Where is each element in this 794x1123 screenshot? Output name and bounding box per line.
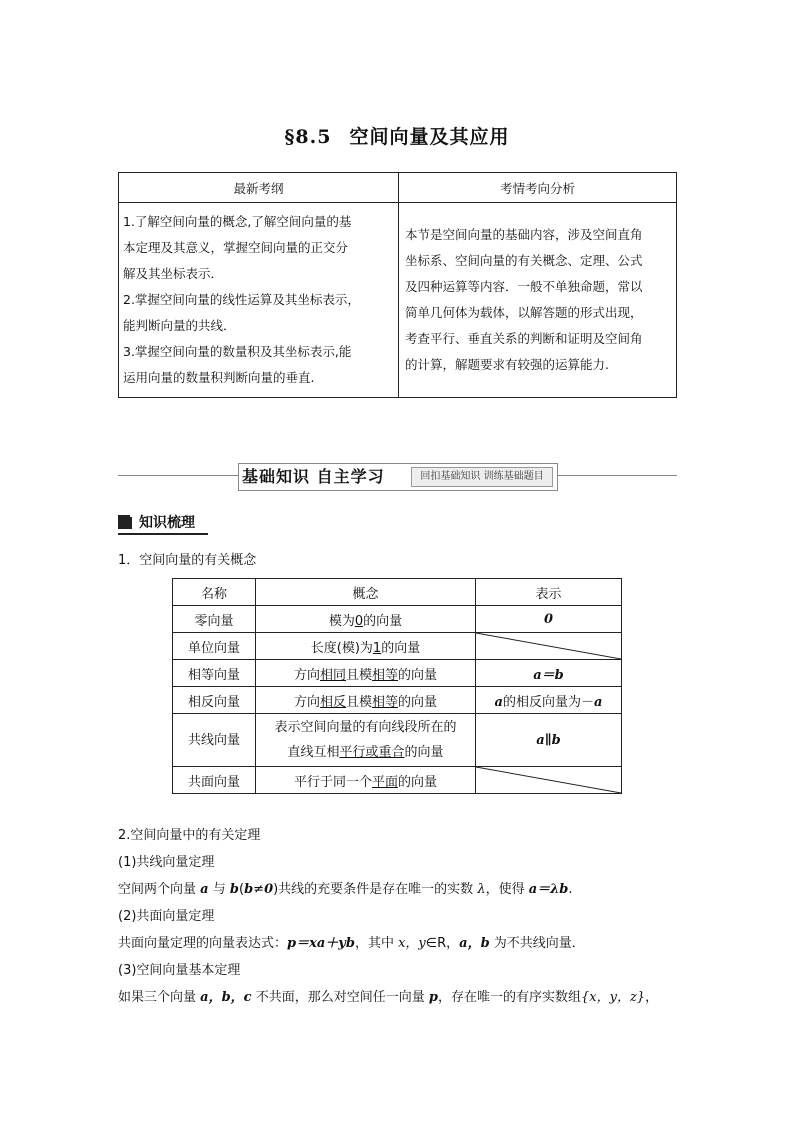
syllabus-right-line: 考查平行、垂直关系的判断和证明及空间角	[405, 331, 643, 346]
concept-header-notation: 表示	[476, 579, 622, 606]
syllabus-left-line: 2.掌握空间向量的线性运算及其坐标表示，	[123, 292, 360, 307]
row-name: 单位向量	[173, 633, 256, 660]
syllabus-header-left: 最新考纲	[119, 173, 399, 203]
theorem3-title: (3)空间向量基本定理	[118, 963, 241, 978]
syllabus-left-line: 运用向量的数量积判断向量的垂直.	[123, 370, 315, 385]
theorem2-title: (2)共面向量定理	[118, 909, 215, 924]
concept-row-opposite	[173, 687, 622, 714]
row-name: 共线向量	[173, 714, 256, 767]
concept-row-unit	[173, 633, 622, 660]
section-heading: 知识梳理	[139, 515, 195, 531]
section-underline	[118, 533, 208, 535]
syllabus-right-line: 简单几何体为载体，以解答题的形式出现，	[405, 305, 643, 320]
diagonal-slash	[476, 633, 621, 659]
row-notation: a的相反向量为－a	[476, 687, 622, 714]
section-number: §8.5	[284, 126, 332, 148]
row-notation-empty	[476, 767, 622, 794]
row-name: 共面向量	[173, 767, 256, 794]
row-concept: 长度(模)为1的向量	[256, 633, 476, 660]
concept-row-equal	[173, 660, 622, 687]
row-concept: 平行于同一个平面的向量	[256, 767, 476, 794]
row-name: 相反向量	[173, 687, 256, 714]
syllabus-right-line: 及四种运算等内容．一般不单独命题，常以	[405, 279, 643, 294]
concept-row-coplanar	[173, 767, 622, 794]
syllabus-left-line: 3.掌握空间向量的数量积及其坐标表示,能	[123, 344, 352, 359]
row-concept: 模为0的向量	[256, 606, 476, 633]
concept-table	[172, 578, 622, 794]
banner-rule-left	[118, 475, 238, 476]
page-title	[0, 122, 794, 149]
banner-rule-right	[556, 475, 677, 476]
theorem2-text: 共面向量定理的向量表达式：p＝xa＋yb，其中 x，y∈R，a，b 为不共线向量．	[118, 936, 585, 951]
concept-row-collinear	[173, 714, 622, 767]
syllabus-right-line: 本节是空间向量的基础内容，涉及空间直角	[405, 227, 643, 242]
banner-subtitle: 回扣基础知识 训练基础题目	[411, 467, 553, 487]
row-name: 零向量	[173, 606, 256, 633]
row-notation-empty	[476, 633, 622, 660]
concept-row-zero	[173, 606, 622, 633]
syllabus-left-cell	[119, 203, 399, 398]
section-square-icon	[118, 515, 132, 529]
syllabus-table	[118, 172, 677, 398]
section-title: 空间向量及其应用	[349, 126, 510, 148]
theorem1-text: 空间两个向量 a 与 b(b≠0)共线的充要条件是存在唯一的实数 λ，使得 a＝λb.	[118, 882, 573, 897]
syllabus-left-line: 能判断向量的共线．	[123, 318, 236, 333]
syllabus-right-cell	[399, 203, 677, 398]
syllabus-header-right: 考情考向分析	[399, 173, 677, 203]
syllabus-left-line: 解及其坐标表示．	[123, 266, 224, 281]
theorem1-title: (1)共线向量定理	[118, 855, 215, 870]
item2-title: 2.空间向量中的有关定理	[118, 828, 261, 843]
banner-title: 基础知识 自主学习	[242, 467, 385, 486]
concept-header-concept: 概念	[256, 579, 476, 606]
item1-title: 1．空间向量的有关概念	[118, 553, 257, 568]
concept-header-name: 名称	[173, 579, 256, 606]
row-name: 相等向量	[173, 660, 256, 687]
row-concept: 表示空间向量的有向线段所在的 直线互相平行或重合的向量	[256, 714, 476, 767]
syllabus-right-line: 的计算，解题要求有较强的运算能力.	[405, 357, 609, 372]
row-concept: 方向相反且模相等的向量	[256, 687, 476, 714]
syllabus-left-line: 1.了解空间向量的概念,了解空间向量的基	[123, 214, 352, 229]
row-notation: 0	[476, 606, 622, 633]
syllabus-left-line: 本定理及其意义，掌握空间向量的正交分	[123, 240, 349, 255]
row-concept: 方向相同且模相等的向量	[256, 660, 476, 687]
theorem3-text: 如果三个向量 a，b，c 不共面，那么对空间任一向量 p，存在唯一的有序实数组{x，y，z}，	[118, 990, 659, 1005]
row-notation: a∥b	[476, 714, 622, 767]
row-notation: a＝b	[476, 660, 622, 687]
syllabus-right-line: 坐标系、空间向量的有关概念、定理、公式	[405, 253, 643, 268]
diagonal-slash	[476, 767, 621, 793]
